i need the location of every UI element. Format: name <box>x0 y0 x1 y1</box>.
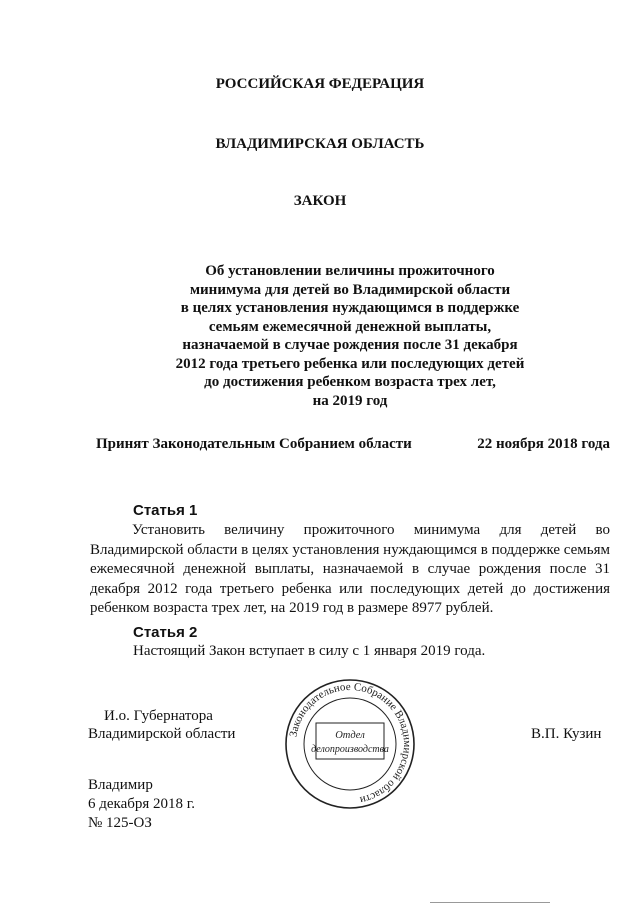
law-title-line: минимума для детей во Владимирской области <box>189 281 511 298</box>
law-title-line: семьям ежемесячной денежной выплаты, <box>208 318 492 335</box>
signatory-name: В.П. Кузин <box>531 726 602 742</box>
law-title-line: назначаемой в случае рождения после 31 декабря <box>182 337 518 353</box>
document-type-heading: ЗАКОН <box>293 193 347 209</box>
article-1-heading: Статья 1 <box>133 502 198 519</box>
adopted-date: 22 ноября 2018 года <box>477 436 610 452</box>
region-heading: ВЛАДИМИРСКАЯ ОБЛАСТЬ <box>215 136 425 152</box>
law-title-line: Об установлении величины прожиточного <box>205 263 495 279</box>
law-title-line: в целях установления нуждающимся в поддержке <box>180 300 520 316</box>
article-2-heading: Статья 2 <box>133 624 198 641</box>
official-stamp <box>283 677 417 811</box>
footer-date: 6 декабря 2018 г. <box>88 796 195 812</box>
signatory-position-line-1: И.о. Губернатора <box>104 708 213 724</box>
law-title-line: 2012 года третьего ребенка или последующих детей <box>175 355 525 372</box>
article-2-text: Настоящий Закон вступает в силу с 1 января 2019 года. <box>133 643 486 659</box>
signatory-position-line-2: Владимирской области <box>88 726 236 742</box>
stamp-center-line-2: делопроизводства <box>311 744 389 755</box>
article-1-text: Установить величину прожиточного минимума для детей во Владимирской области в целях установления нуждающимся в поддержке семьям ежемесячной денежной выплаты, назначаемой в случае рождения после 31 декабря 2012 года третьего ребенка или последующих детей до достижения ребенком возраста трех лет, на 2019 год в размере 8977 рублей. <box>90 522 610 616</box>
stamp-ring-text: Законодательное Собрание Владимирской области <box>287 680 414 807</box>
scan-edge-mark <box>430 902 550 903</box>
adopted-by-text: Принят Законодательным Собранием области <box>96 436 412 452</box>
law-title-line: на 2019 год <box>312 392 388 409</box>
footer-number: № 125-ОЗ <box>88 815 152 831</box>
stamp-center-line-1: Отдел <box>335 730 365 741</box>
law-title <box>140 262 560 410</box>
law-title-line: до достижения ребенком возраста трех лет, <box>204 374 496 390</box>
footer-city: Владимир <box>88 777 153 793</box>
country-heading: РОССИЙСКАЯ ФЕДЕРАЦИЯ <box>215 76 425 92</box>
